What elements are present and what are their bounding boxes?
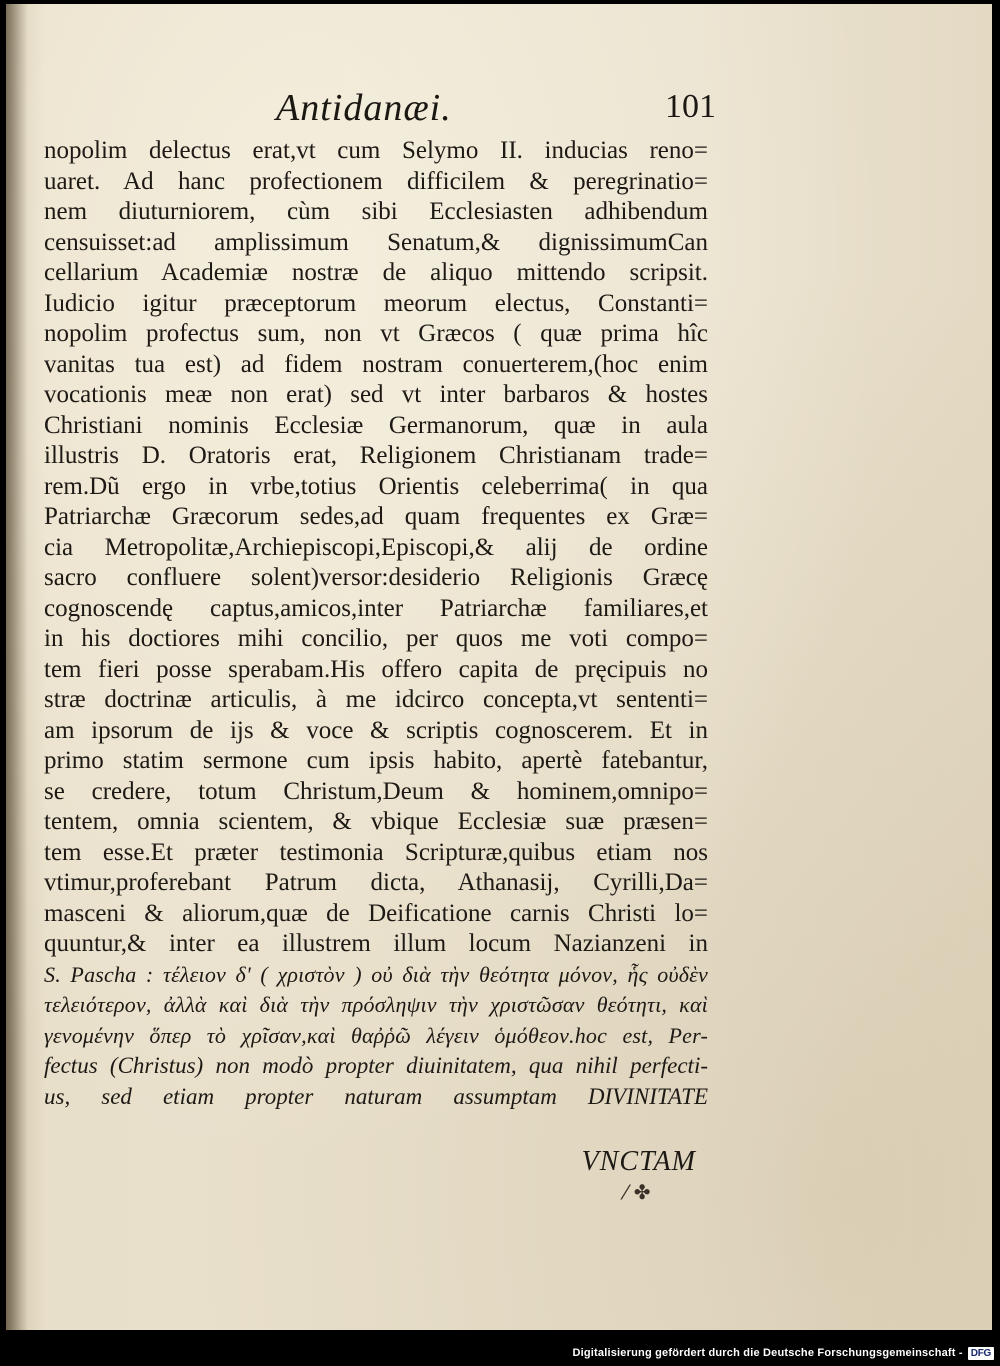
gutter-shadow — [6, 4, 28, 1330]
digitization-credit — [572, 1344, 994, 1362]
text-line: cia Metropolitæ,Archiepiscopi,Episcopi,& alij de ordine — [44, 533, 708, 561]
text-line: vocationis meæ non erat) sed vt inter barbaros & hostes — [44, 381, 708, 408]
text-line: se credere, totum Christum,Deum & hominem,omnipo= — [44, 777, 708, 805]
text-line: tem fieri posse sperabam.His offero capita de pręcipuis no — [44, 655, 708, 683]
credit-text: Digitalisierung gefördert durch die Deutsche Forschungsgemeinschaft - — [572, 1347, 963, 1359]
page-number: 101 — [665, 88, 716, 125]
text-line: masceni & aliorum,quæ de Deificatione carnis Christi lo= — [44, 899, 708, 927]
text-line: quuntur,& inter ea illustrem illum locum Nazianzeni in — [44, 930, 708, 957]
text-line: vanitas tua est) ad fidem nostram conuerterem,(hoc enim — [44, 350, 708, 378]
text-line: tem esse.Et præter testimonia Scripturæ,quibus etiam nos — [44, 838, 708, 866]
body-text — [44, 136, 708, 1112]
page-header — [276, 86, 716, 136]
text-line: nopolim delectus erat,vt cum Selymo II. inducias reno= — [44, 137, 708, 164]
text-line: illustris D. Oratoris erat, Religionem Christianam trade= — [44, 442, 708, 469]
book-page — [6, 4, 992, 1330]
text-line: vtimur,proferebant Patrum dicta, Athanasij, Cyrilli,Da= — [44, 869, 708, 896]
text-line: primo statim sermone cum ipsis habito, apertè fatebantur, — [44, 747, 708, 774]
text-line: nem diuturniorem, cùm sibi Ecclesiasten adhibendum — [44, 198, 708, 225]
text-line: cellarium Academiæ nostræ de aliquo mittendo scripsit. — [44, 259, 708, 286]
text-line: am ipsorum de ijs & voce & scriptis cognoscerem. Et in — [44, 716, 708, 744]
running-head: Antidanæi. — [276, 87, 452, 129]
text-line: censuisset:ad amplissimum Senatum,& dignissimumCan — [44, 228, 708, 256]
text-line: Iudicio igitur præceptorum meorum electus, Constanti= — [44, 289, 708, 317]
text-line-italic: fectus (Christus) non modò propter diuinitatem, qua nihil perfecti- — [44, 1053, 708, 1078]
text-line-greek: S. Pascha : τέλειον δ' ( χριστὸν ) οὐ διὰ τὴν θεότητα μόνον, ἧς οὐδὲν — [44, 961, 708, 987]
catchword: VNCTAM — [581, 1146, 696, 1177]
text-line: Christiani nominis Ecclesiæ Germanorum, quæ in aula — [44, 411, 708, 439]
text-line-italic: us, sed etiam propter naturam assumptam DIVINITATE — [44, 1083, 708, 1109]
signature-mark: ⁄ ✤ — [624, 1180, 651, 1204]
text-line: sacro confluere solent)versor:desiderio Religionis Græcę — [44, 564, 708, 591]
text-line: cognoscendę captus,amicos,inter Patriarchæ familiares,et — [44, 594, 708, 622]
dfg-logo-icon: DFG — [968, 1347, 994, 1360]
text-line-greek: γενομένην ὅπερ τὸ χρῖσαν,καὶ θαῤῥῶ λέγειν ὁμόθεον.hoc est, Per- — [44, 1022, 708, 1048]
text-line-greek: τελειότερον, ἀλλὰ καὶ διὰ τὴν πρόσληψιν τὴν χριστῶσαν θεότητι, καὶ — [44, 992, 708, 1017]
text-line: nopolim profectus sum, non vt Græcos ( quæ prima hîc — [44, 320, 708, 347]
text-line: rem.Dũ ergo in vrbe,totius Orientis celeberrima( in qua — [44, 472, 708, 500]
text-line: in his doctiores mihi concilio, per quos me voti compo= — [44, 625, 708, 652]
text-line: Patriarchæ Græcorum sedes,ad quam frequentes ex Græ= — [44, 503, 708, 530]
text-line: stræ doctrinæ articulis, à me idcirco concepta,vt sententi= — [44, 686, 708, 713]
text-line: uaret. Ad hanc profectionem difficilem & peregrinatio= — [44, 167, 708, 195]
text-line: tentem, omnia scientem, & vbique Ecclesiæ suæ præsen= — [44, 808, 708, 835]
